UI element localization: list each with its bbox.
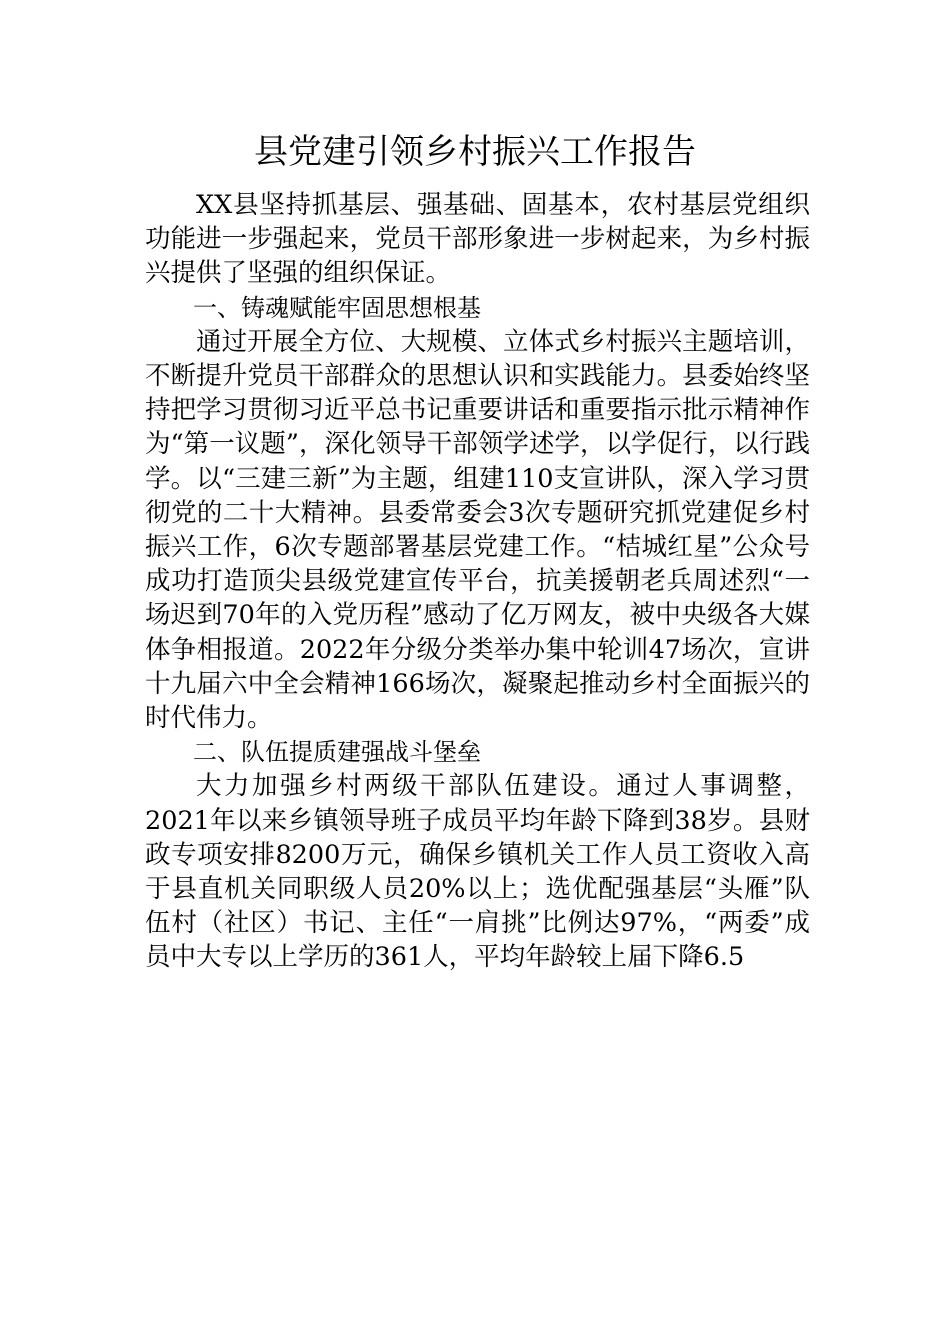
section-heading-2: 二、队伍提质建强战斗堡垒 — [193, 738, 481, 767]
intro-paragraph: XX县坚持抓基层、强基础、固基本，农村基层党组织功能进一步强起来，党员干部形象进一步树起来，为乡村振兴提供了坚强的组织保证。 — [145, 190, 810, 289]
section-paragraph-1: 通过开展全方位、大规模、立体式乡村振兴主题培训，不断提升党员干部群众的思想认识和实践能力。县委始终坚持把学习贯彻习近平总书记重要讲话和重要指示批示精神作为“第一议题”，深化领导干部领学述学，以学促行，以行践学。以“三建三新”为主题，组建110支宣讲队，深入学习贯彻党的二十大精神。县委常委会3次专题研究抓党建促乡村振兴工作，6次专题部署基层党建工作。“桔城红星”公众号成功打造顶尖县级党建宣传平台，抗美援朝老兵周述烈“一场迟到70年的入党历程”感动了亿万网友，被中央级各大媒体争相报道。2022年分级分类举办集中轮训47场次，宣讲十九届六中全会精神166场次，凝聚起推动乡村全面振兴的时代伟力。 — [145, 326, 810, 734]
section-heading-1: 一、铸魂赋能牢固思想根基 — [193, 293, 481, 322]
section-paragraph-2: 大力加强乡村两级干部队伍建设。通过人事调整，2021年以来乡镇领导班子成员平均年龄下降到38岁。县财政专项安排8200万元，确保乡镇机关工作人员工资收入高于县直机关同职级人员20%以上；选优配强基层“头雁”队伍村（社区）书记、主任“一肩挑”比例达97%，“两委”成员中大专以上学历的361人，平均年龄较上届下降6.5 — [145, 771, 810, 973]
document-body — [145, 188, 810, 975]
document-title: 县党建引领乡村振兴工作报告 — [254, 132, 696, 172]
